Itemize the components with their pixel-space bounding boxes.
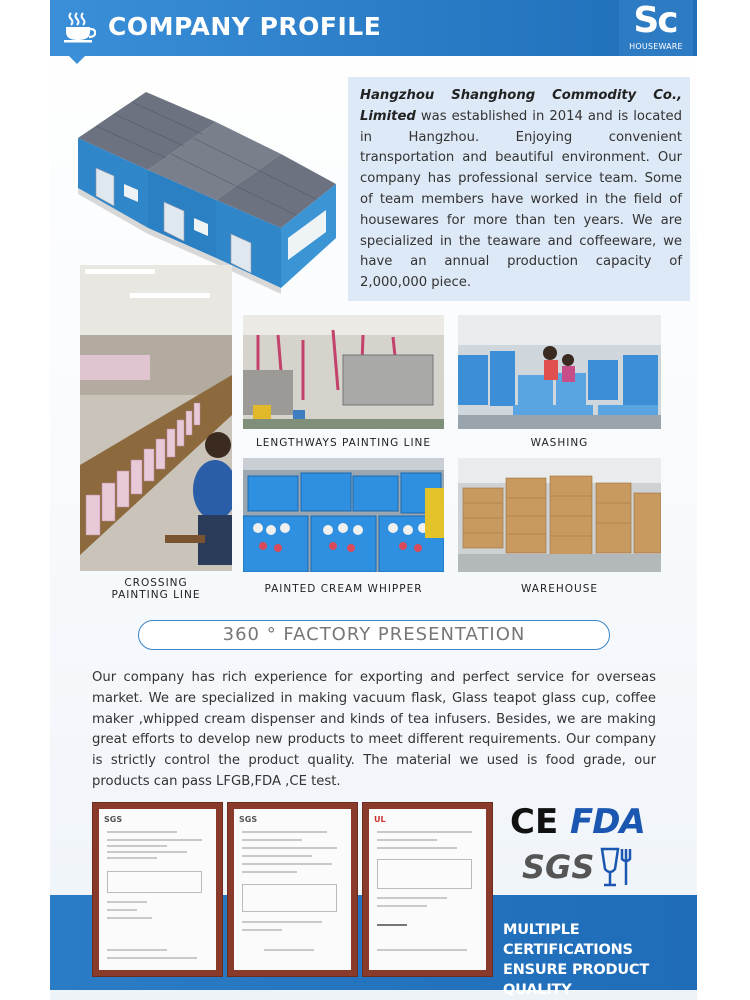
factory-presentation-banner: 360 ° FACTORY PRESENTATION bbox=[138, 620, 610, 650]
certification-tagline-1: MULTIPLE CERTIFICATIONS bbox=[503, 922, 633, 958]
certificate-document-3 bbox=[363, 803, 492, 976]
ce-mark-icon: CE bbox=[510, 802, 559, 842]
certificate-document-1 bbox=[93, 803, 222, 976]
teacup-icon bbox=[62, 10, 96, 44]
certificate-document-2 bbox=[228, 803, 357, 976]
brand-logo bbox=[619, 0, 693, 56]
caption-lengthways: LENGTHWAYS PAINTING LINE bbox=[255, 437, 432, 449]
company-name: Hangzhou Shanghong Commodity Co., Limited bbox=[360, 88, 682, 124]
company-intro bbox=[348, 77, 690, 301]
fda-mark-icon: FDA bbox=[570, 802, 645, 842]
certificate-2-label: SGS bbox=[239, 815, 258, 824]
caption-warehouse: WAREHOUSE bbox=[520, 583, 599, 595]
certificate-3-label: UL bbox=[374, 815, 386, 824]
certificate-1-label: SGS bbox=[104, 815, 123, 824]
brand-logo-mark: Sc bbox=[633, 0, 677, 41]
brand-logo-text: HOUSEWARE bbox=[629, 42, 683, 51]
sgs-mark-icon: SGS bbox=[522, 848, 595, 886]
photo-warehouse bbox=[458, 458, 661, 572]
photo-crossing-painting-line bbox=[80, 265, 232, 571]
certification-tagline-2: ENSURE PRODUCT QUALITY bbox=[503, 962, 650, 998]
product-detail-page bbox=[50, 0, 697, 1000]
photo-lengthways-painting-line bbox=[243, 315, 444, 429]
caption-crossing-line-1: CROSSING bbox=[124, 577, 188, 589]
company-description: Our company has rich experience for exporting and perfect service for overseas market. We are specialized in making vacuum flask, Glass teapot glass cup, coffee maker ,whipped cream dispenser and kinds of tea infusers. Besides, we are making great efforts to develop new products to meet different requirements. Our company is strictly control the product quality. The material we used is food grade, our products can pass LFGB,FDA ,CE test. bbox=[92, 670, 656, 789]
food-safe-icon bbox=[598, 845, 640, 889]
section-header bbox=[50, 0, 697, 56]
photo-painted-cream-whipper bbox=[243, 458, 444, 572]
caption-crossing-line-2: PAINTING LINE bbox=[111, 589, 201, 601]
header-pointer bbox=[68, 55, 86, 64]
company-intro-text: was established in 2014 and is located in Hangzhou. Enjoying convenient transportation and beautiful environment. Our company has professional service team. Some of team members have worked in the field of housewares for more than ten years. We are specialized in the teaware and coffeeware, we have an annual production capacity of 2,000,000 piece. bbox=[360, 108, 682, 291]
caption-crossing bbox=[80, 577, 232, 601]
caption-washing: WASHING bbox=[530, 437, 589, 449]
photo-washing bbox=[458, 315, 661, 429]
certification-tagline bbox=[503, 920, 693, 1000]
caption-whipper: PAINTED CREAM WHIPPER bbox=[264, 583, 423, 595]
section-title: COMPANY PROFILE bbox=[108, 12, 382, 41]
